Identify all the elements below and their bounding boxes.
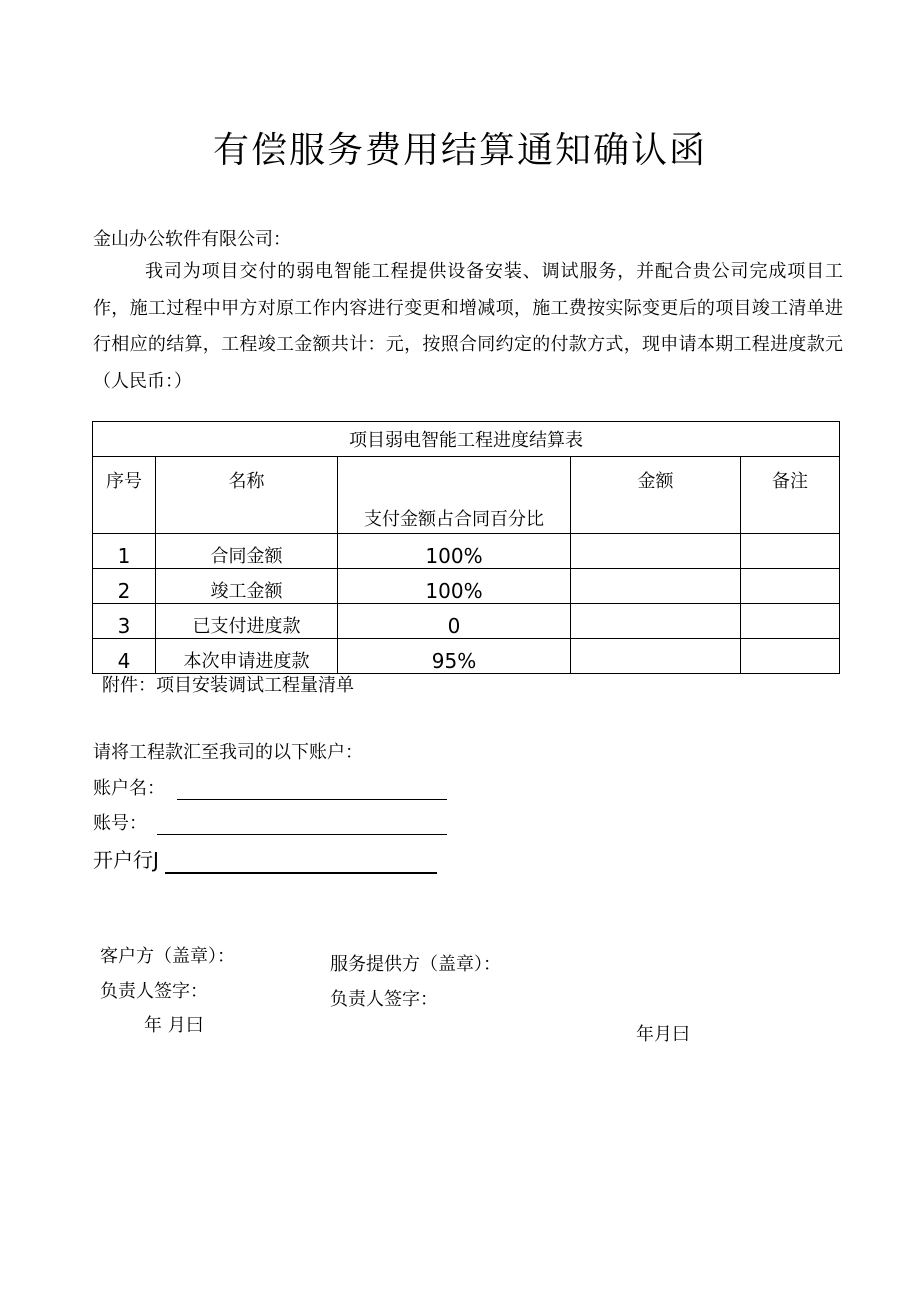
row-seq: 3 <box>93 604 156 639</box>
row-amount <box>571 569 741 604</box>
row-remark <box>741 534 840 569</box>
account-intro: 请将工程款汇至我司的以下账户： <box>93 742 363 763</box>
row-ratio: 0 <box>338 604 571 639</box>
table-row <box>93 569 840 604</box>
row-ratio: 100% <box>338 569 571 604</box>
account-name-field <box>177 778 447 800</box>
client-date: 年 月曰 <box>144 1015 204 1036</box>
account-name-row <box>93 774 447 800</box>
account-number-row <box>93 809 447 835</box>
account-number-field <box>157 813 447 835</box>
row-seq: 1 <box>93 534 156 569</box>
client-signer-label: 负责人签字： <box>100 981 208 1002</box>
table-row <box>93 534 840 569</box>
row-seq: 4 <box>93 639 156 674</box>
attachment-note: 附件：项目安装调试工程量清单 <box>102 675 354 696</box>
header-seq: 序号 <box>93 457 156 534</box>
table-row <box>93 639 840 674</box>
row-seq: 2 <box>93 569 156 604</box>
row-name: 竣工金额 <box>156 569 338 604</box>
row-name: 合同金额 <box>156 534 338 569</box>
table-row <box>93 604 840 639</box>
row-amount <box>571 534 741 569</box>
provider-date: 年月曰 <box>636 1024 690 1045</box>
account-number-label: 账号： <box>93 813 147 834</box>
settlement-table <box>92 421 840 674</box>
row-remark <box>741 639 840 674</box>
header-remark: 备注 <box>741 457 840 534</box>
row-name: 已支付进度款 <box>156 604 338 639</box>
body-paragraph: 我司为项目交付的弱电智能工程提供设备安装、调试服务，并配合贵公司完成项目工作，施工过程中甲方对原工作内容进行变更和增减项，施工费按实际变更后的项目竣工清单进行相应的结算，工程竣工金额共计：元，按照合同约定的付款方式，现申请本期工程进度款元（人民币：） <box>93 261 843 392</box>
provider-party-label: 服务提供方（盖章）： <box>330 954 501 975</box>
table-header-row <box>93 457 840 534</box>
header-amount: 金额 <box>571 457 741 534</box>
row-ratio: 100% <box>338 534 571 569</box>
row-name: 本次申请进度款 <box>156 639 338 674</box>
header-name: 名称 <box>156 457 338 534</box>
row-ratio: 95% <box>338 639 571 674</box>
bank-row <box>93 844 437 874</box>
row-amount <box>571 604 741 639</box>
recipient-line: 金山办公软件有限公司： <box>93 229 291 250</box>
table-caption: 项目弱电智能工程进度结算表 <box>93 422 840 457</box>
row-remark <box>741 569 840 604</box>
bank-label: 开户行J <box>93 848 159 872</box>
client-party-label: 客户方（盖章）： <box>100 946 235 967</box>
bank-field <box>165 848 437 874</box>
row-amount <box>571 639 741 674</box>
row-remark <box>741 604 840 639</box>
account-name-label: 账户名： <box>93 778 165 799</box>
header-ratio: 支付金额占合同百分比 <box>338 457 571 534</box>
provider-signer-label: 负责人签字： <box>330 989 438 1010</box>
document-title: 有偿服务费用结算通知确认函 <box>212 130 707 171</box>
